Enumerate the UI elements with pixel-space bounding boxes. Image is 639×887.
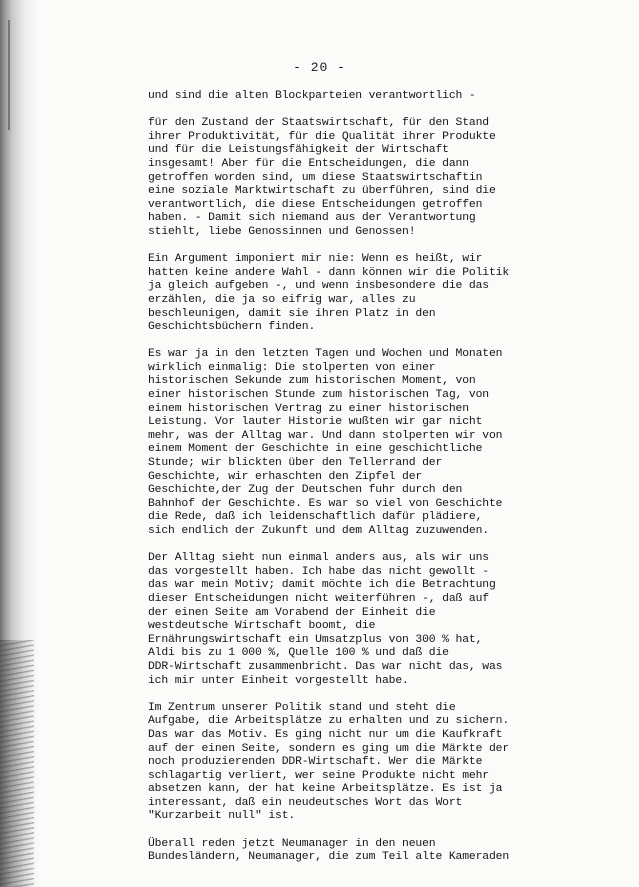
text-line: ja gleich aufgeben -, und wenn insbesondere die das [148,280,489,293]
text-line: eine soziale Marktwirtschaft zu überführen, sind die [148,185,496,198]
text-line: Überall reden jetzt Neumanager in den neuen [148,837,436,850]
paragraph [148,253,618,335]
binding-mark [8,20,40,130]
text-line: der einen Seite am Vorabend der Einheit die [148,606,436,619]
text-line: Es war ja in den letzten Tagen und Wochen und Monaten [148,348,503,361]
scan-noise [0,640,34,887]
text-line: und für die Leistungsfähigkeit der Wirtschaft [148,144,449,157]
paragraph-gap [148,240,618,254]
paragraph-gap [148,688,618,702]
paragraph [148,117,618,239]
text-line: mehr, was der Alltag war. Und dann stolperten wir von [148,429,503,442]
text-line: Stunde; wir blickten über den Tellerrand der [148,457,443,470]
text-line: haben. - Damit sich niemand aus der Verantwortung [148,212,476,225]
text-line: sich endlich der Zukunft und dem Alltag zuzuwenden. [148,525,489,537]
paragraph-gap [148,335,618,349]
text-line: Aldi bis zu 1 000 %, Quelle 100 % und daß die [148,647,449,660]
text-line: Im Zentrum unserer Politik stand und steht die [148,701,456,714]
paragraph-gap [148,824,618,838]
text-line: interessant, daß ein neudeutsches Wort das Wort [148,796,463,809]
body-text [148,90,618,865]
text-line: das vorgestellt haben. Ich habe das nicht gewollt - [148,565,489,578]
text-line: DDR-Wirtschaft zusammenbricht. Das war nicht das, was [148,660,503,673]
text-line: Ein Argument imponiert mir nie: Wenn es heißt, wir [148,253,483,266]
paragraph [148,838,618,865]
text-line: Geschichte, wir erhaschten den Zipfel der [148,470,423,483]
text-line: erzählen, die ja so eifrig war, alles zu [148,293,416,306]
text-line: noch produzierenden DDR-Wirtschaft. Wer die Märkte [148,756,483,769]
text-line: verantwortlich, die diese Entscheidungen getroffen [148,198,483,211]
text-line: absetzen kann, der hat keine Arbeitsplätze. Es ist ja [148,783,503,796]
text-line: insgesamt! Aber für die Entscheidungen, die dann [148,157,469,170]
text-line: und sind die alten Blockparteien verantwortlich - [148,90,476,102]
text-line: Ernährungswirtschaft ein Umsatzplus von 300 % hat, [148,633,483,646]
paragraph-gap [148,104,618,118]
text-line: Geschichte,der Zug der Deutschen fuhr durch den [148,484,463,497]
text-line: wirklich einmalig: Die stolperten von einer [148,361,436,374]
text-line: einem Moment der Geschichte in eine geschichtliche [148,443,483,456]
paragraph-gap [148,539,618,553]
text-line: Aufgabe, die Arbeitsplätze zu erhalten und zu sichern. [148,715,510,728]
text-line: schlagartig verliert, wer seine Produkte nicht mehr [148,769,489,782]
paragraph [148,552,618,688]
paragraph [148,90,618,104]
paragraph [148,702,618,824]
text-line: die Rede, daß ich leidenschaftlich dafür plädiere, [148,511,483,524]
text-line: getroffen worden sind, um diese Staatswirtschaftin [148,171,483,184]
text-line: Leistung. Vor lauter Historie wußten wir gar nicht [148,416,483,429]
text-line: hatten keine andere Wahl - dann können wir die Politik [148,266,510,279]
text-line: für den Zustand der Staatswirtschaft, für den Stand [148,117,489,130]
text-line: auf der einen Seite, sondern es ging um die Märkte der [148,742,510,755]
text-line: das war mein Motiv; damit möchte ich die Betrachtung [148,579,496,592]
text-line: dieser Entscheidungen nicht weiterführen -, daß auf [148,592,489,605]
text-line: westdeutsche Wirtschaft boomt, die [148,620,376,633]
text-line: beschleunigen, damit sie ihren Platz in den [148,307,436,320]
text-line: "Kurzarbeit null" ist. [148,810,296,823]
text-line: Geschichtsbüchern finden. [148,321,316,334]
page-number: - 20 - [293,60,346,75]
text-line: Das war das Motiv. Es ging nicht nur um die Kaufkraft [148,728,503,741]
text-line: Bundesländern, Neumanager, die zum Teil alte Kameraden [148,851,510,864]
text-line: ich mir unter Einheit vorgestellt habe. [148,674,409,687]
text-line: Bahnhof der Geschichte. Es war so viel von Geschichte [148,497,503,510]
text-line: einem historischen Vertrag zu einer historischen [148,402,469,415]
text-line: historischen Sekunde zum historischen Moment, von [148,375,476,388]
text-line: stiehlt, liebe Genossinnen und Genossen! [148,225,416,238]
text-line: einer historischen Stunde zum historischen Tag, von [148,389,489,402]
paragraph [148,348,618,538]
text-line: Der Alltag sieht nun einmal anders aus, als wir uns [148,552,489,565]
text-line: ihrer Produktivität, für die Qualität ihrer Produkte [148,130,496,143]
